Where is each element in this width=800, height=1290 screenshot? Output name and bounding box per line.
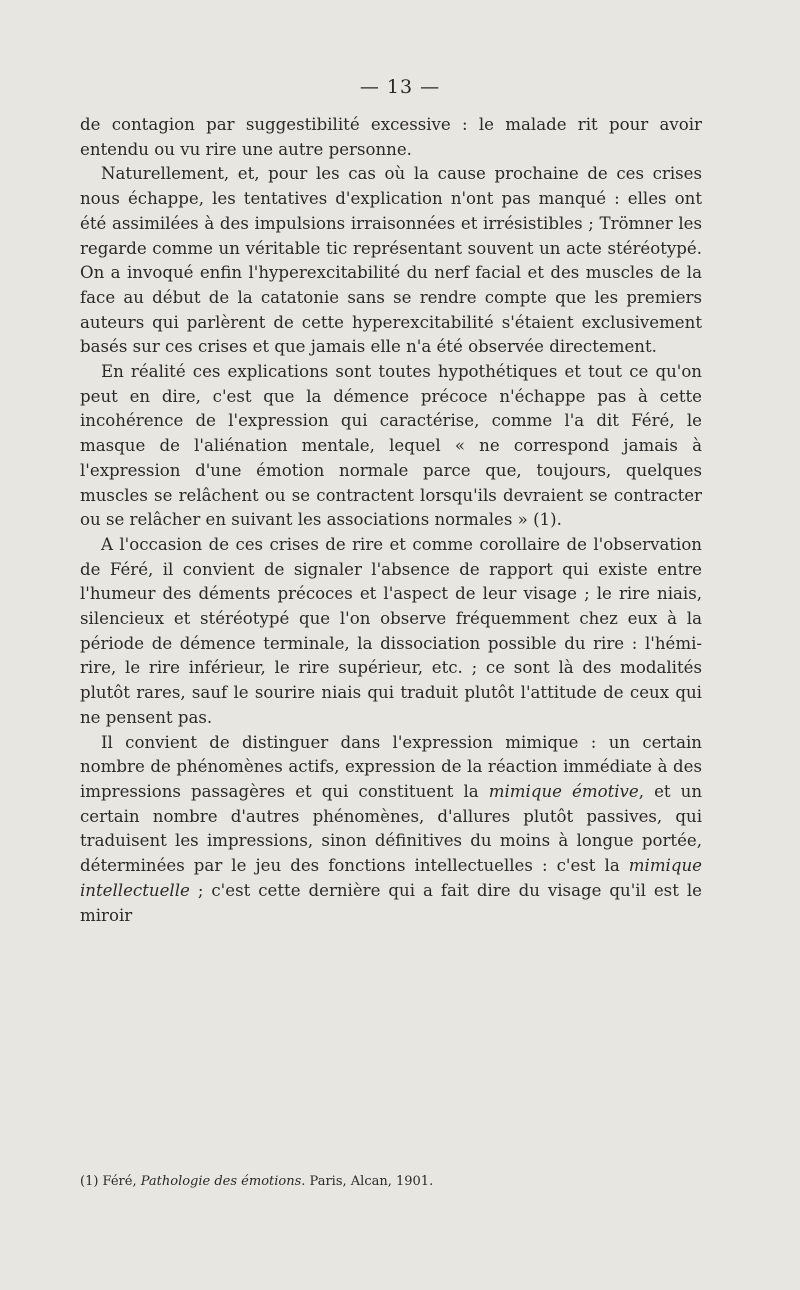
- paragraph-5-part-c: ; c'est cette dernière qui a fait dire du visage qu'il est le miroir: [80, 880, 702, 925]
- footnote-rest: . Paris, Alcan, 1901.: [301, 1174, 434, 1189]
- mimique-emotive-term: mimique émotive: [488, 781, 639, 801]
- paragraph-5-part-a: Il convient de distinguer dans l'expression mimique : un certain nombre de phénomènes actifs, expression de la réaction immédiate à des impressions passagères et qui constituent la: [80, 732, 702, 801]
- footnote-title: Pathologie des émotions: [140, 1174, 302, 1189]
- paragraph-5-part-b: , et un certain nombre d'autres phénomènes, d'allures plutôt passives, qui traduisent les impressions, sinon définitives du moins à longue portée, déterminées par le jeu des fonctions intellectuelles : c'est la: [80, 781, 703, 876]
- paragraph-1: de contagion par suggestibilité excessive : le malade rit pour avoir entendu ou vu rire une autre personne.: [80, 115, 702, 159]
- paragraph-3: En réalité ces explications sont toutes hypothétiques et tout ce qu'on peut en dire, c'est que la démence précoce n'échappe pas à cette incohérence de l'expression qui caractérise, comme l'a dit Féré, le masque de l'aliénation mentale, lequel « ne correspond jamais à l'expression d'une émotion normale parce que, toujours, quelques muscles se relâchent ou se contractent lorsqu'ils devraient se contracter ou se relâcher en suivant les associations normales » (1).: [80, 362, 702, 530]
- page-number: — 13 —: [359, 76, 441, 98]
- paragraph-2: Naturellement, et, pour les cas où la cause prochaine de ces crises nous échappe, les tentatives d'explication n'ont pas manqué : elles ont été assimilées à des impulsions irraisonnées et irrésistibles ; Trömner les regarde comme un véritable tic représentant souvent un acte stéréotypé. On a invoqué enfin l'hyperexcitabilité du nerf facial et des muscles de la face au début de la catatonie sans se rendre compte que les premiers auteurs qui parlèrent de cette hyperexcitabilité s'étaient exclusivement basés sur ces crises et que jamais elle n'a été observée directement.: [80, 164, 702, 357]
- footnote: [80, 1173, 702, 1191]
- mimique-intellectuelle-term: mimique intellectuelle: [80, 856, 702, 900]
- footnote-marker: (1) Féré,: [80, 1174, 141, 1189]
- paragraph-5: [80, 731, 702, 929]
- paragraph-4: A l'occasion de ces crises de rire et comme corollaire de l'observation de Féré, il convient de signaler l'absence de rapport qui existe entre l'humeur des déments précoces et l'aspect de leur visage ; le rire niais, silencieux et stéréotypé que l'on observe fréquemment chez eux à la période de démence terminale, la dissociation possible du rire : l'hémi-rire, le rire inférieur, le rire supérieur, etc. ; ce sont là des modalités plutôt rares, sauf le sourire niais qui traduit plutôt l'attitude de ceux qui ne pensent pas.: [80, 534, 702, 727]
- body-text: [80, 113, 702, 928]
